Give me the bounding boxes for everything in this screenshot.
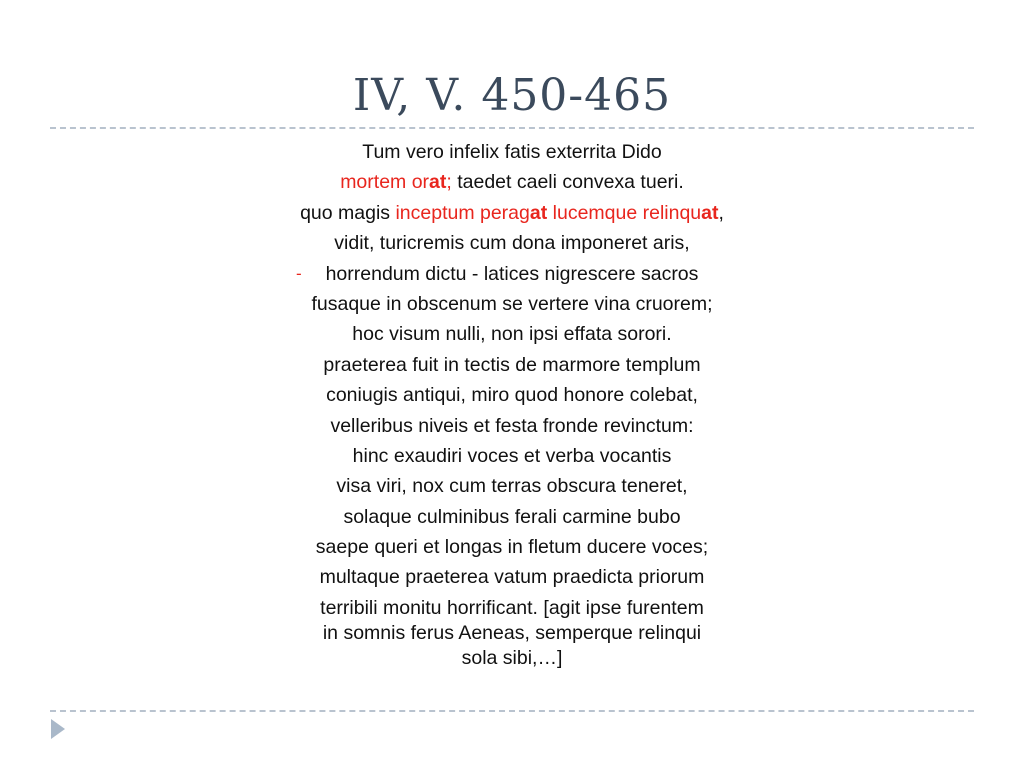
verse-text: saepe queri et longas in fletum ducere voces; bbox=[315, 536, 709, 559]
verse-line bbox=[0, 167, 1024, 197]
verse-line bbox=[0, 471, 1024, 501]
verse-text: terribili monitu horrificant. [agit ipse furentem bbox=[320, 596, 704, 619]
verse-text: horrendum dictu - latices nigrescere sacros bbox=[325, 262, 699, 285]
play-triangle-icon[interactable] bbox=[50, 718, 66, 740]
verse-line bbox=[0, 562, 1024, 592]
highlighted-text: mortem or bbox=[340, 171, 430, 194]
verse-text: hinc exaudiri voces et verba vocantis bbox=[352, 444, 672, 467]
poem-text bbox=[0, 137, 1024, 674]
verse-text: hoc visum nulli, non ipsi effata sorori. bbox=[352, 323, 672, 346]
verse-line bbox=[0, 380, 1024, 410]
verse-line bbox=[0, 137, 1024, 167]
verse-text: , bbox=[718, 201, 724, 224]
verse-text: praeterea fuit in tectis de marmore templum bbox=[323, 353, 701, 376]
verse-line bbox=[0, 259, 1024, 289]
verse-line bbox=[0, 623, 1024, 643]
bottom-divider bbox=[50, 710, 974, 712]
verse-text: in somnis ferus Aeneas, semperque relinqui bbox=[322, 622, 702, 645]
verse-text: taedet caeli convexa tueri. bbox=[451, 171, 684, 194]
verse-text: sola sibi,…] bbox=[461, 647, 563, 670]
verse-line bbox=[0, 411, 1024, 441]
verse-text: Tum vero infelix fatis exterrita Dido bbox=[362, 141, 662, 163]
verse-line bbox=[0, 532, 1024, 562]
verse-text: velleribus niveis et festa fronde revinctum: bbox=[330, 414, 694, 437]
highlighted-text: ; bbox=[446, 171, 452, 194]
verse-text: multaque praeterea vatum praedicta priorum bbox=[319, 566, 705, 589]
dash-bullet: - bbox=[296, 263, 302, 283]
verse-line bbox=[0, 350, 1024, 380]
verse-text: vidit, turicremis cum dona imponeret aris, bbox=[334, 232, 690, 255]
highlighted-text: at bbox=[529, 201, 548, 224]
slide-title: IV, V. 450-465 bbox=[352, 70, 672, 121]
top-divider bbox=[50, 127, 974, 129]
verse-text: fusaque in obscenum se vertere vina cruorem; bbox=[311, 292, 713, 315]
highlighted-text: inceptum perag bbox=[395, 201, 530, 224]
verse-text: solaque culminibus ferali carmine bubo bbox=[343, 505, 681, 528]
verse-line bbox=[0, 502, 1024, 532]
verse-line bbox=[0, 198, 1024, 228]
verse-text: quo magis bbox=[300, 201, 396, 224]
verse-line bbox=[0, 228, 1024, 258]
verse-line bbox=[0, 643, 1024, 673]
verse-text: visa viri, nox cum terras obscura teneret, bbox=[336, 475, 688, 498]
verse-line bbox=[0, 593, 1024, 623]
verse-line bbox=[0, 441, 1024, 471]
highlighted-text: at bbox=[429, 171, 447, 194]
highlighted-text: lucemque relinqu bbox=[547, 201, 702, 224]
verse-line bbox=[0, 319, 1024, 349]
verse-text: coniugis antiqui, miro quod honore colebat, bbox=[326, 384, 698, 407]
highlighted-text: at bbox=[701, 201, 719, 224]
verse-line bbox=[0, 289, 1024, 319]
